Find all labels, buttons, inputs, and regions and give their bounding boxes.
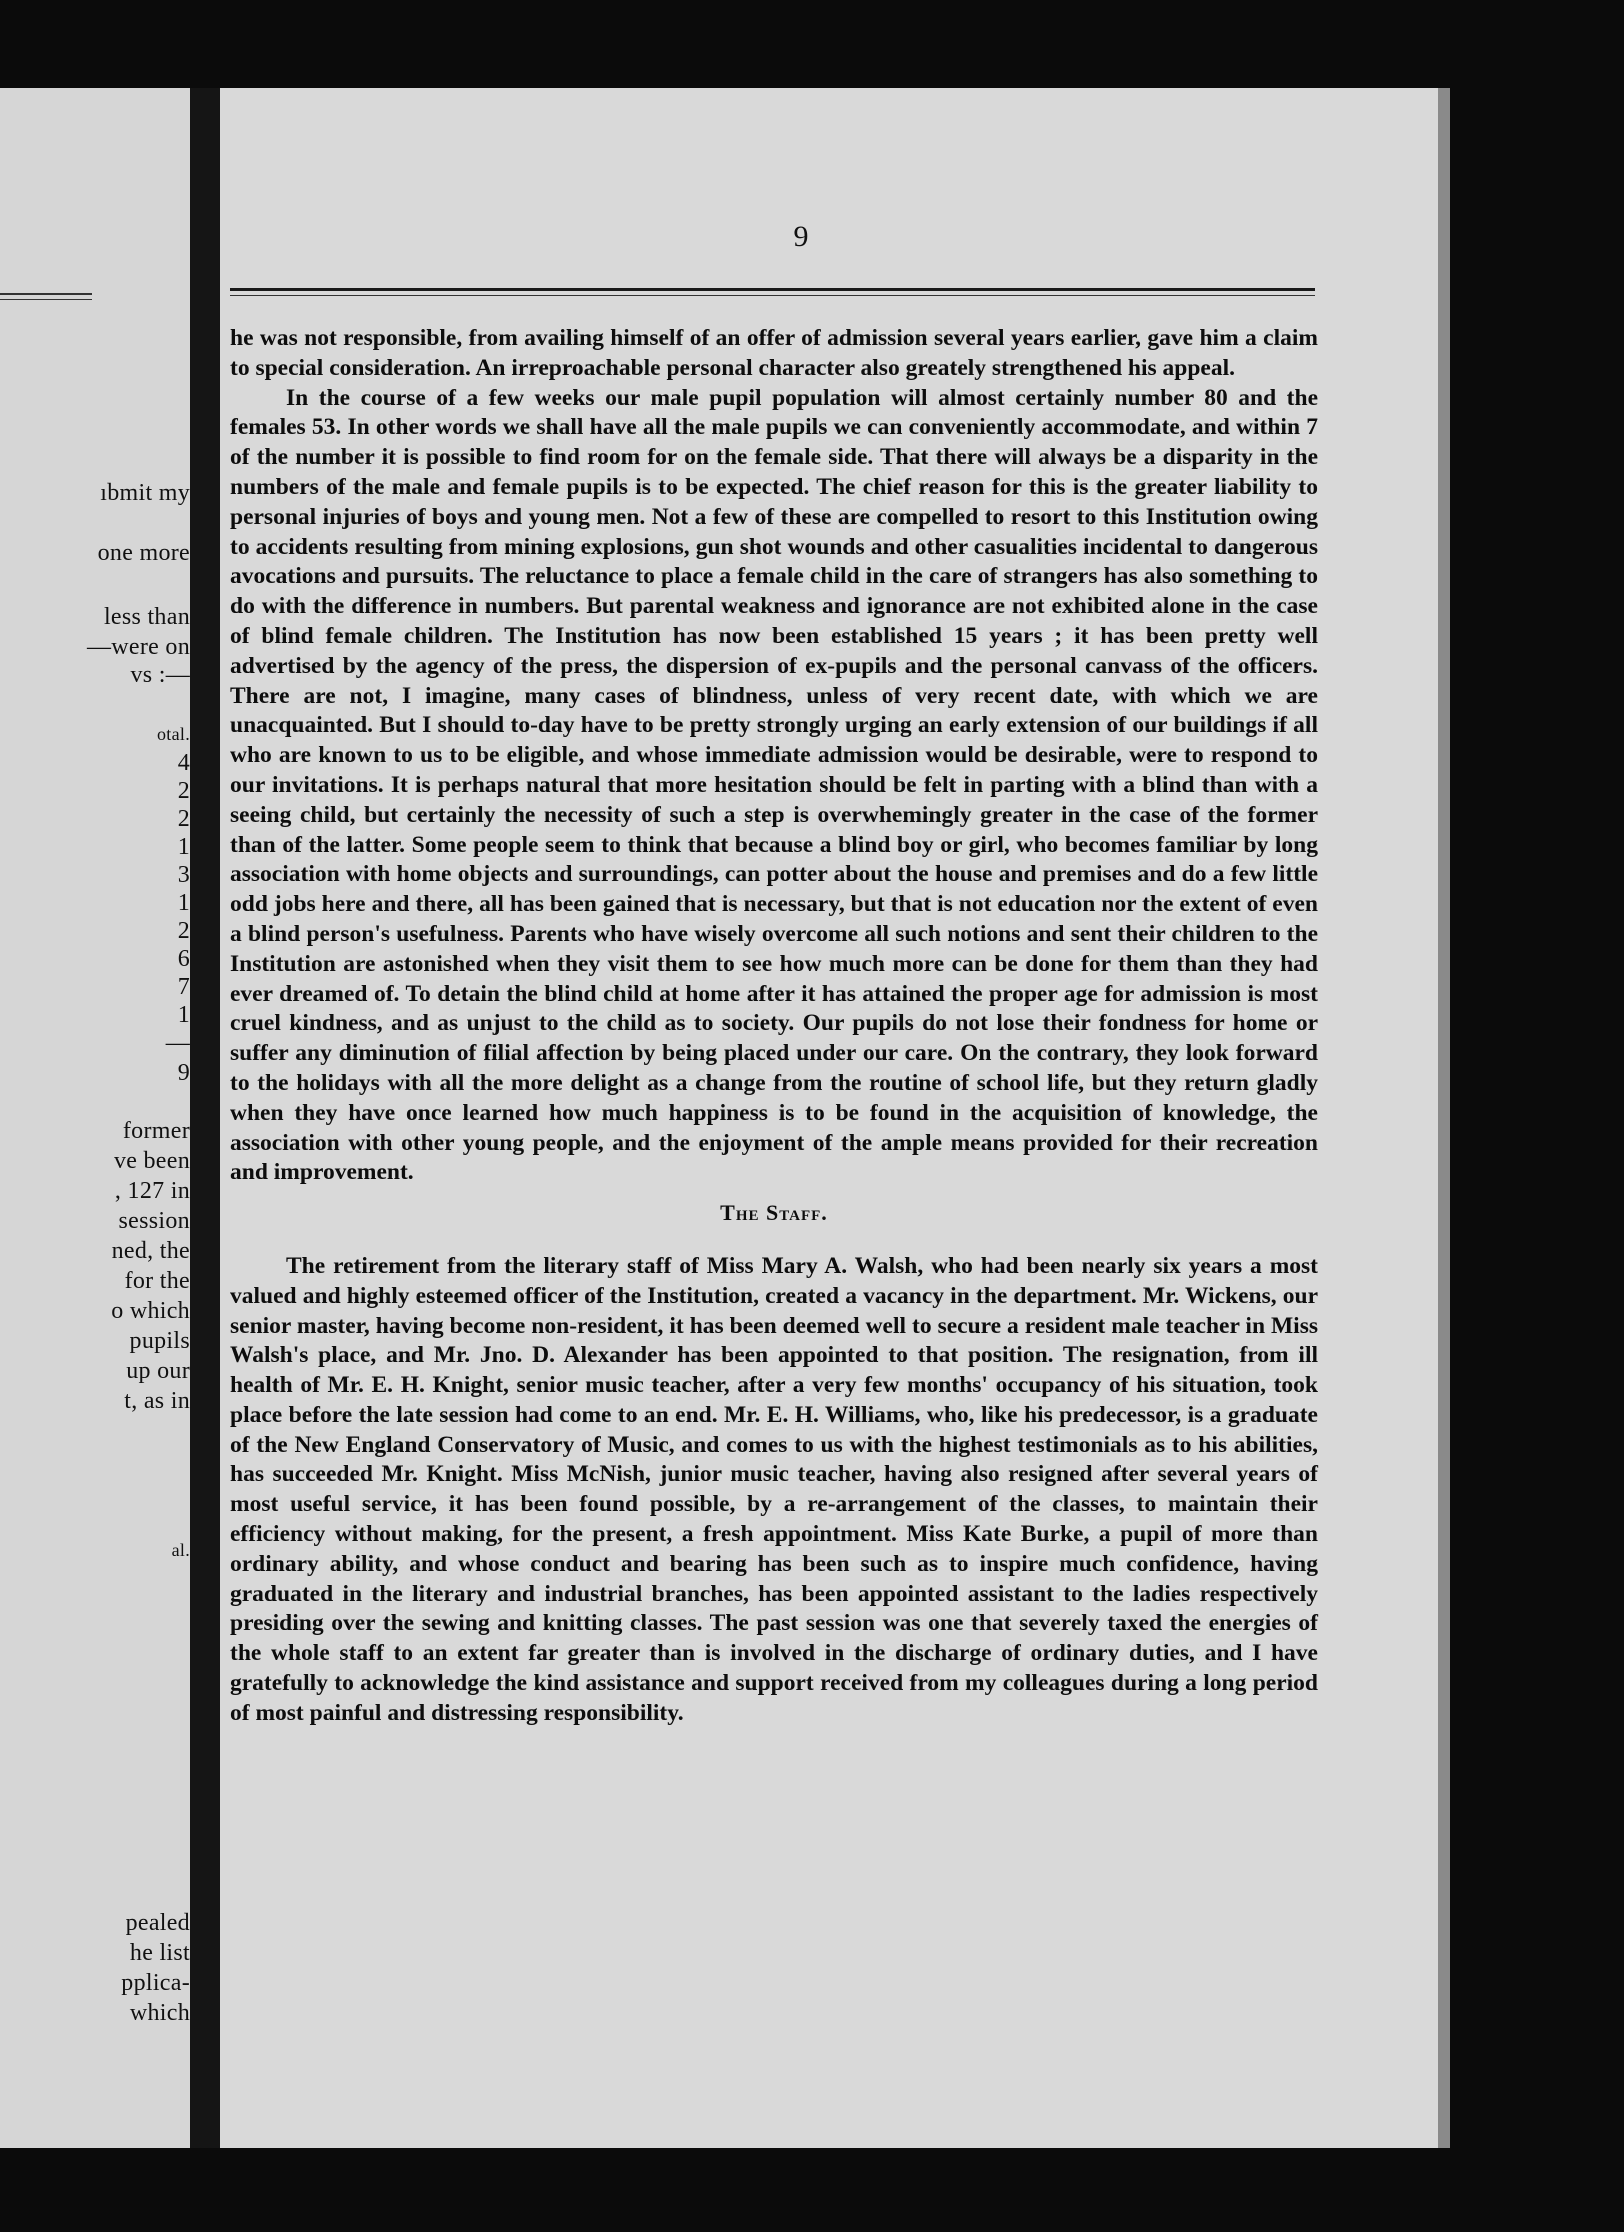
body-text [230, 324, 1318, 1729]
left-page-line: pplica- [121, 1970, 190, 1996]
left-page-line: 2 [177, 918, 190, 944]
left-page-line: t, as in [124, 1388, 190, 1414]
left-page-line: less than [103, 604, 190, 630]
left-page-line: 7 [177, 974, 190, 1000]
left-page-line: session [118, 1208, 190, 1234]
left-page-line: former [122, 1118, 190, 1144]
left-page-line: 2 [177, 806, 190, 832]
paragraph: The retirement from the literary staff of Miss Mary A. Walsh, who had been nearly six years a most valued and highly esteemed officer of the Institution, created a vacancy in the department. Mr. Wickens, our senior master, having become non-resident, it has been deemed well to secure a resident male teacher in Miss Walsh's place, and Mr. Jno. D. Alexander has been appointed to that position. The resignation, from ill health of Mr. E. H. Knight, senior music teacher, after a very few months' occupancy of his situation, took place before the late session had come to an end. Mr. E. H. Williams, who, like his predecessor, is a graduate of the New England Conservatory of Music, and comes to us with the highest testimonials as to his abilities, has succeeded Mr. Knight. Miss McNish, junior music teacher, having also resigned after several years of most useful service, it has been found possible, by a re-arrangement of the classes, to maintain their efficiency without making, for the present, a fresh appointment. Miss Kate Burke, a pupil of more than ordinary ability, and whose conduct and bearing has been such as to inspire much confidence, having graduated in the literary and industrial branches, has been appointed assistant to the ladies respectively presiding over the sewing and knitting classes. The past session was one that severely taxed the energies of the whole staff to an extent far greater than is involved in the discharge of ordinary duties, and I have gratefully to acknowledge the kind assistance and support received from my colleagues during a long period of most painful and distressing responsibility. [230, 1252, 1318, 1726]
page-edge [1438, 88, 1450, 2148]
section-heading: The Staff. [720, 1200, 828, 1226]
header-rule [230, 288, 1315, 291]
left-page-line: ıbmit my [100, 480, 190, 506]
left-page-line: 9 [177, 1060, 190, 1086]
left-page-line: for the [124, 1268, 190, 1294]
left-page-line: which [129, 2000, 190, 2026]
book-spine [190, 88, 220, 2148]
paragraph: In the course of a few weeks our male pupil population will almost certainly number 80 and the females 53. In other words we shall have all the male pupils we can conveniently accommodate, and within 7 of the number it is possible to find room for on the female side. That there will always be a disparity in the numbers of the male and female pupils is to be expected. The chief reason for this is the greater liability to personal injuries of boys and young men. Not a few of these are compelled to resort to this Institution owing to accidents resulting from mining explosions, gun shot wounds and other casualities incidental to dangerous avocations and pursuits. The reluctance to place a female child in the care of strangers has also something to do with the difference in numbers. But parental weakness and ignorance are not exhibited alone in the case of blind female children. The Institution has now been established 15 years ; it has been pretty well advertised by the agency of the press, the dispersion of ex-pupils and the personal canvass of the officers. There are not, I imagine, many cases of blindness, unless of very recent date, with which we are unacquainted. But I should to-day have to be pretty strongly urging an early extension of our buildings if all who are known to us to be eligible, and whose immediate admission would be desirable, were to respond to our invitations. It is perhaps natural that more hesitation should be felt in parting with a blind than with a seeing child, but certainly the necessity of such a step is overwhemingly greater in the case of the former than of the latter. Some people seem to think that because a blind boy or girl, who becomes familiar by long association with home objects and surroundings, can potter about the house and premises and do a few little odd jobs here and there, all has been gained that is necessary, but that is not education nor the extent of even a blind person's usefulness. Parents who have wisely overcome all such notions and sent their children to the Institution are astonished when they visit them to see how much more can be done for them than they had ever dreamed of. To detain the blind child at home after it has attained the proper age for admission is most cruel kindness, and as unjust to the child as to society. Our pupils do not lose their fondness for home or suffer any diminution of filial affection by being placed under our care. On the contrary, they look forward to the holidays with all the more delight as a change from the routine of school life, but they return gladly when they have once learned how much happiness is to be found in the acquisition of knowledge, the association with other young people, and the enjoyment of the ample means provided for their recreation and improvement. [230, 384, 1318, 1186]
left-page-line: ned, the [111, 1238, 190, 1264]
page-number: 9 [793, 220, 809, 253]
paragraph: he was not responsible, from availing himself of an offer of admission several years earlier, gave him a claim to special consideration. An irreproachable personal character also greately strengthened his appeal. [230, 325, 1318, 381]
left-page-line: 1 [177, 890, 190, 916]
left-page-line: —were on [86, 634, 190, 660]
left-page-line: up our [126, 1358, 190, 1384]
left-page-line: o which [111, 1298, 190, 1324]
header-rule-thin [230, 295, 1315, 296]
left-facing-page [0, 88, 190, 2148]
left-page-rule-thin [0, 299, 92, 300]
left-page-line: — [165, 1030, 190, 1056]
left-page-line: otal. [157, 724, 190, 744]
left-page-line: 3 [177, 862, 190, 888]
left-page-line: pupils [129, 1328, 190, 1354]
left-page-line: 2 [177, 778, 190, 804]
left-page-line: 6 [177, 946, 190, 972]
left-page-line: one more [97, 540, 190, 566]
left-page-line: he list [129, 1940, 190, 1966]
left-page-line: 1 [177, 834, 190, 860]
left-page-line: vs :— [130, 662, 190, 688]
main-page [220, 88, 1438, 2148]
left-page-line: ve been [113, 1148, 190, 1174]
left-page-line: 4 [177, 750, 190, 776]
left-page-line: 1 [177, 1002, 190, 1028]
left-page-line: al. [171, 1540, 190, 1560]
left-page-line: , 127 in [114, 1178, 190, 1204]
left-page-rule [0, 293, 92, 295]
left-page-line: pealed [125, 1910, 190, 1936]
